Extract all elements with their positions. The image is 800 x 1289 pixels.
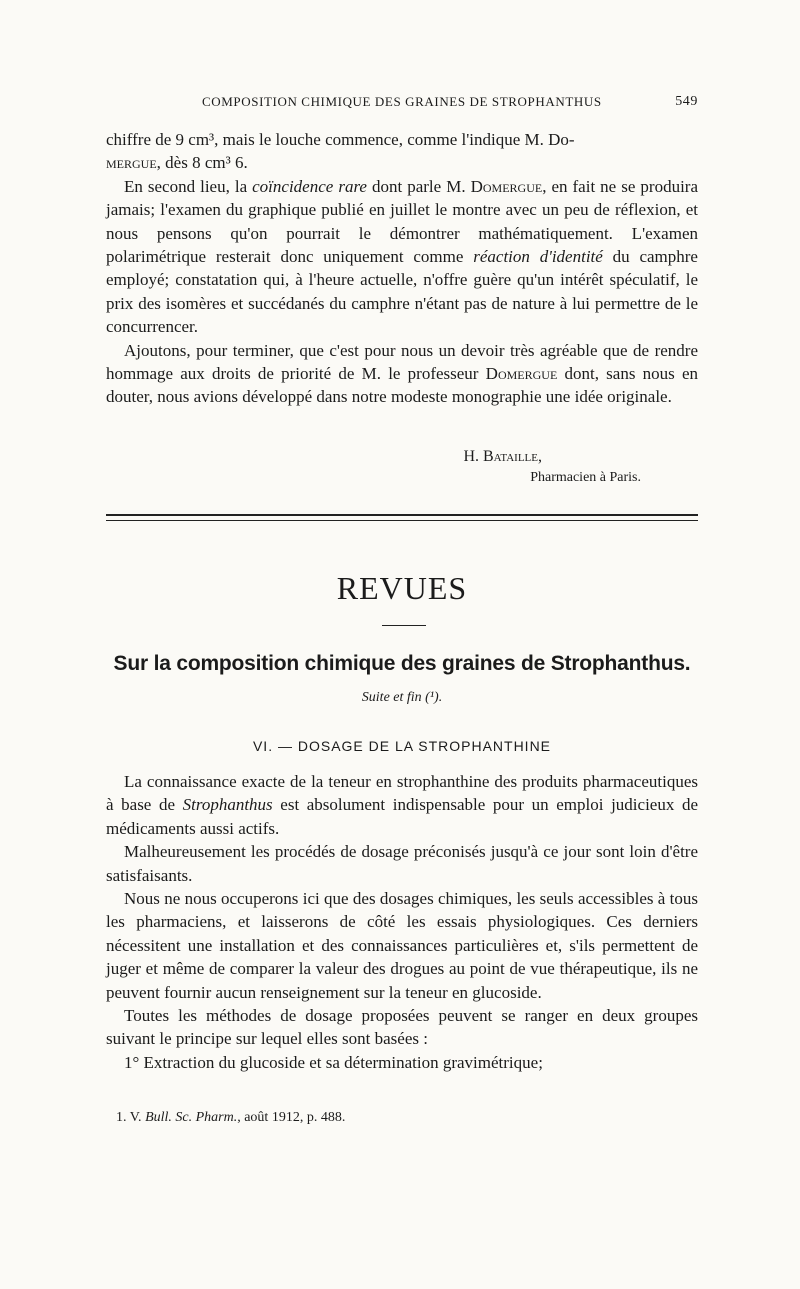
running-head [106,92,698,112]
signature-name: H. Bataille, [463,448,542,465]
paragraph: Toutes les méthodes de dosage proposées peuvent se ranger en deux groupes suivant le principe sur lequel elles sont basées : [106,1006,698,1049]
paragraph: Malheureusement les procédés de dosage préconisés jusqu'à ce jour sont loin d'être satisfaisants. [106,842,698,885]
paragraph: Ajoutons, pour terminer, que c'est pour nous un devoir très agréable que de rendre hommage aux droits de priorité de M. le professeur Domergue dont, sans nous en douter, nous avions développé dans notre modeste monographie une idée originale. [106,340,698,407]
paragraph: La connaissance exacte de la teneur en strophanthine des produits pharmaceutiques à base de Strophanthus est absolument indispensable pour un emploi judicieux de médicaments aussi actifs. [106,772,698,838]
body-text-bottom [106,770,698,1074]
paragraph: 1° Extraction du glucoside et sa détermination gravimétrique; [124,1052,543,1072]
paragraph: chiffre de 9 cm³, mais le louche commence, comme l'indique M. Do- mergue, dès 8 cm³ 6. [106,130,575,173]
article-title: Sur la composition chimique des graines de Strophanthus. [113,652,691,675]
paragraph: En second lieu, la coïncidence rare dont parle M. Domergue, en fait ne se produira jamais; l'examen du graphique publié en juillet le montre avec un peu de réflexion, et nous pensons qu'on pourrait le démontrer mathématiquement. L'examen polarimétrique resterait donc uniquement comme réaction d'identité du camphre employé; constatation qui, à l'heure actuelle, n'offre guère qu'un intérêt spéculatif, le prix des isomères et succédanés du camphre n'étant pas de nature à lui permettre de le concurrencer. [106,176,698,337]
page-number: 549 [675,94,698,109]
running-title: COMPOSITION CHIMIQUE DES GRAINES DE STROPHANTHUS [202,94,602,109]
article-subtitle: Suite et fin (¹). [361,690,443,705]
section-divider-thin [106,520,698,521]
subsection-heading: VI. — DOSAGE DE LA STROPHANTHINE [252,738,552,754]
heading-rule [382,625,426,626]
footnote: 1. V. Bull. Sc. Pharm., août 1912, p. 488. [116,1110,346,1125]
section-divider-thick [106,514,698,516]
section-heading: REVUES [336,570,468,606]
body-text-top [106,128,698,409]
signature-affiliation: Pharmacien à Paris. [530,470,641,485]
paragraph: Nous ne nous occuperons ici que des dosages chimiques, les seuls accessibles à tous les pharmaciens, et laisserons de côté les essais physiologiques. Ces derniers nécessitent une installation et des connaissances particulières et, s'ils permettent de juger et même de comparer la valeur des drogues au point de vue thérapeutique, ils ne peuvent fournir aucun renseignement sur la teneur en glucoside. [106,889,698,1002]
